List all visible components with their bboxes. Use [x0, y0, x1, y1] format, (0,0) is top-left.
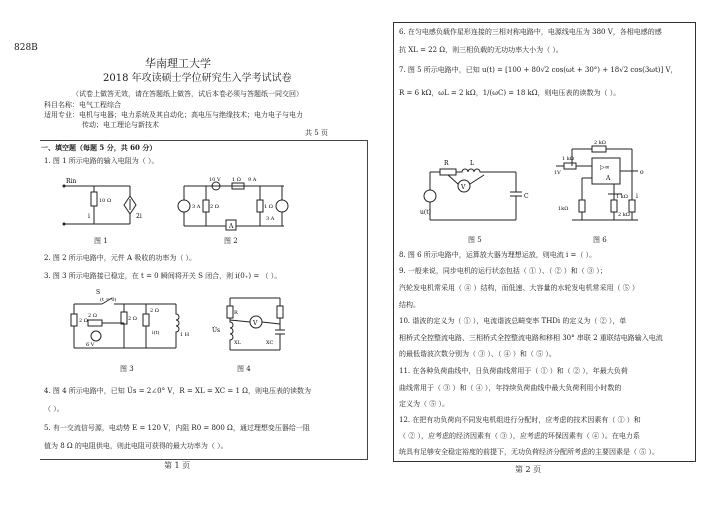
- right-page-bottom-edge: [393, 461, 696, 462]
- figure-3-caption: 图 3: [120, 365, 134, 373]
- f4-us-label: U̇s: [212, 327, 221, 334]
- question-6-line-2: 抗 XL = 22 Ω，则三相负载的无功功率大小为（ ）。: [399, 46, 563, 54]
- f6-source-label: 1V: [554, 170, 561, 176]
- f3-r2-label: 2 Ω: [128, 316, 137, 322]
- f6-opamp-symbol: ▷∞: [600, 164, 610, 171]
- section-title: 一、填空题（每题 5 分，共 60 分）: [41, 143, 157, 152]
- f2-r3-label: 1 Ω: [264, 204, 273, 210]
- question-4-line-2: （ ）。: [44, 405, 64, 413]
- f6-r2-label: 1 kΩ: [562, 156, 574, 162]
- question-9-line-2: 汽轮发电机常采用（ ④ ）结构，而低速、大容量的水轮发电机常采用（ ⑤ ）: [399, 284, 639, 292]
- f1-source-label: 2i: [136, 213, 142, 220]
- question-11-line-2: 曲线常用于（ ③ ）和（ ④ ），年持续负荷曲线中最大负荷利用小时数的: [399, 384, 622, 392]
- question-11-line-3: 定义为（ ⑤ ）。: [399, 400, 449, 408]
- f2-source1-label: 3 A: [192, 204, 201, 210]
- right-page-right-edge: [695, 22, 696, 462]
- f3-r1-label: 2 Ω: [79, 318, 88, 324]
- f2-r1-label: 1 Ω: [232, 177, 241, 183]
- figure-5-caption: 图 5: [468, 236, 482, 244]
- f6-r5-label: 1 kΩ: [616, 194, 628, 200]
- f1-resistor-label: 10 Ω: [99, 198, 112, 204]
- question-8: 8. 图 6 所示电路中，运算放大器为理想运放，则电流 i =（ ）。: [399, 251, 597, 259]
- exam-notice: （试卷上做答无效，请在答题纸上做答，试后本卷必须与答题纸一同交回）: [72, 90, 303, 98]
- question-12-line-2: （ ② ），应考虑的经济因素有（ ③ ），应考虑的环保因素有（ ④ ）。在电力系: [399, 432, 640, 440]
- university-name: 华南理工大学: [145, 57, 211, 70]
- subject-name: 科目名称：电气工程综合: [44, 101, 121, 109]
- f5-u-label: u(t): [420, 209, 431, 216]
- question-6-line-1: 6. 在匀电感负载作星形连接的三相对称电路中，电源线电压为 380 V，各相电感的感: [399, 28, 662, 36]
- f1-current-label: i: [88, 213, 90, 220]
- left-answer-frame: [40, 140, 368, 460]
- question-7-line-2: R = 6 kΩ，ωL = 2 kΩ，1/(ωC) = 18 kΩ，则电压表的读数为（ ）。: [399, 89, 621, 97]
- f6-current-label: i: [636, 193, 638, 200]
- question-9-line-3: 结构。: [399, 301, 420, 309]
- f6-opamp-a: A: [606, 175, 611, 182]
- f4-r-label: R: [234, 310, 238, 316]
- exam-code: 828B: [14, 43, 38, 53]
- question-1: 1. 图 1 所示电路的输入电阻为（ ）。: [44, 157, 159, 165]
- f2-current-label: 9 A: [248, 177, 257, 183]
- total-pages: 共 5 页: [305, 129, 328, 137]
- question-5-line-2: 值为 8 Ω 的电阻供电，则此电阻可获得的最大功率为（ ）。: [44, 442, 228, 450]
- f3-time-label: (t = 0): [100, 297, 117, 303]
- f2-source2-label: 3 A: [266, 216, 275, 222]
- f2-r2-label: 2 Ω: [210, 204, 219, 210]
- question-4-line-1: 4. 图 4 所示电路中，已知 U̇s = 2∠0° V，R = XL = XC = 1 Ω，则电压表的读数为: [44, 387, 311, 395]
- f2-voltage-label: 10 V: [209, 177, 221, 183]
- figure-6-circuit: [552, 140, 648, 230]
- right-page-top-edge: [393, 22, 695, 23]
- question-9-line-1: 9. 一般来说，同步电机的运行状态包括（ ① ）、（ ② ）和（ ③ ）；: [399, 267, 607, 275]
- f3-current-label: i(t): [152, 330, 160, 336]
- f3-r4-label: 2 Ω: [150, 308, 159, 314]
- page-1-number: 第 1 页: [164, 461, 191, 470]
- f1-rin-label: Rin: [66, 178, 77, 185]
- f3-voltage-label: 6 V: [86, 342, 95, 348]
- question-3: 3. 图 3 所示电路接已稳定，在 t = 0 瞬间将开关 S 闭合，则 i(0₊) = （ ）。: [44, 272, 282, 280]
- f5-c-label: C: [524, 193, 529, 200]
- figure-1-caption: 图 1: [94, 237, 108, 245]
- question-10-line-1: 10. 谐波的定义为（ ① ），电流谐波总畸变率 THDi 的定义为（ ② ），单: [399, 317, 627, 325]
- f5-l-label: L: [470, 160, 474, 167]
- figure-5-circuit: [420, 150, 540, 226]
- question-7-line-1: 7. 图 5 所示电路中，已知 u(t) = [100 + 80√2 cos(ωt + 30°) + 18√2 cos(3ωt)] V，: [399, 66, 678, 74]
- f3-switch-label: S: [96, 289, 101, 296]
- f4-xl-label: XL: [234, 340, 241, 346]
- f5-voltmeter-glyph: V: [461, 184, 466, 191]
- figure-6-caption: 图 6: [593, 236, 607, 244]
- question-12-line-3: 统具有足够安全稳定裕度的前提下，无功负荷经济分配所考虑的主要因素是（ ⑤ ）。: [399, 448, 659, 456]
- majors-line-1: 适用专业：电机与电器；电力系统及其自动化；高电压与绝缘技术；电力电子与电力: [44, 111, 303, 119]
- question-10-line-3: 的最低谐波次数分别为（ ③ ）、（ ④ ）和（ ⑤ ）。: [399, 350, 556, 358]
- figure-4-caption: 图 4: [237, 365, 251, 373]
- f3-inductor-label: 1 H: [180, 332, 190, 338]
- f3-r3-label: 2 Ω: [88, 313, 97, 319]
- f6-r3-label: 1kΩ: [558, 206, 569, 212]
- page-2-number: 第 2 页: [515, 465, 542, 474]
- f2-element-a-label: A: [229, 223, 234, 230]
- f6-r1-label: 2 kΩ: [594, 140, 606, 146]
- f6-output-label: o: [640, 169, 644, 176]
- f5-r-label: R: [444, 160, 449, 167]
- question-2: 2. 图 2 所示电路中，元件 A 吸收的功率为（ ）。: [44, 254, 197, 262]
- question-5-line-1: 5. 有一交流信号源，电动势 E = 120 V，内阻 R0 = 800 Ω，通过理想变压器给一阻: [44, 424, 310, 432]
- f6-r4-label: 2 kΩ: [618, 212, 630, 218]
- f4-xc-label: XC: [266, 340, 274, 346]
- question-11-line-1: 11. 在各种负荷曲线中，日负荷曲线常用于（ ① ）和（ ② ），年最大负荷: [399, 367, 628, 375]
- question-12-line-1: 12. 在把有功负荷向不同发电机组进行分配时，应考虑的技术因素有（ ① ）和: [399, 416, 641, 424]
- exam-title: 2018 年攻读硕士学位研究生入学考试试卷: [103, 73, 292, 84]
- right-page-left-edge: [393, 22, 394, 462]
- figure-2-caption: 图 2: [224, 237, 238, 245]
- majors-line-2: 传动；电工理论与新技术: [82, 121, 159, 129]
- f4-voltmeter-glyph: V: [253, 320, 258, 327]
- question-10-line-2: 相桥式全控整流电路、三相桥式全控整流电路和移相 30° 串联 2 重联结电路输入电流: [399, 334, 663, 342]
